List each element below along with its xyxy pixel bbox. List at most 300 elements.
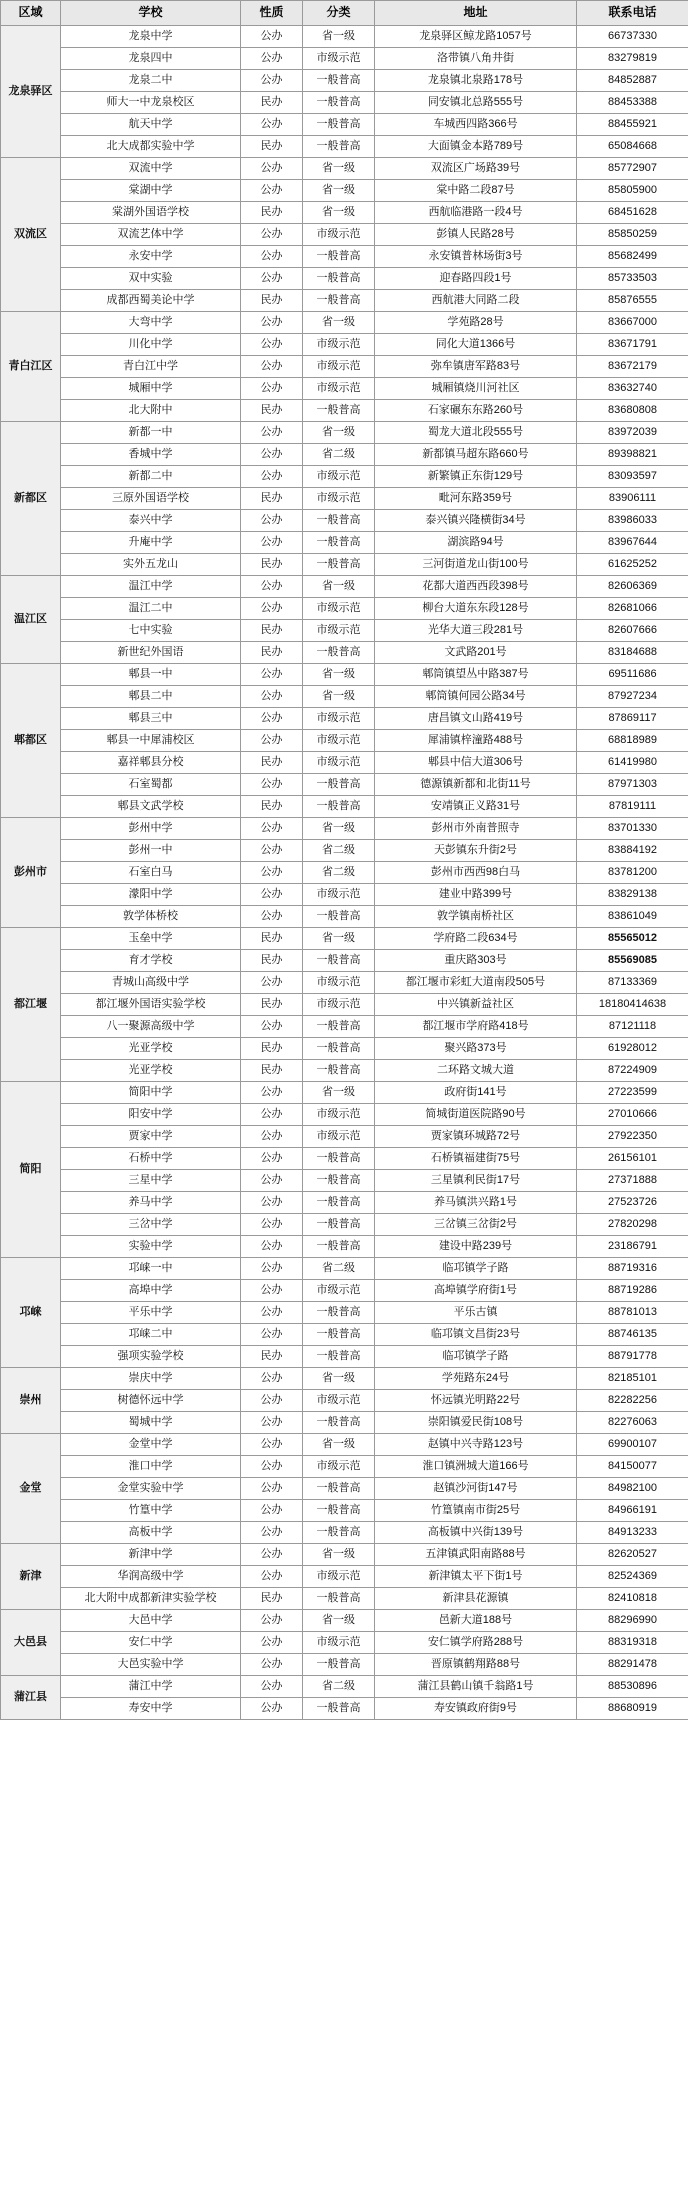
school-phone-cell: 26156101 — [577, 1148, 688, 1170]
table-row — [1, 1676, 688, 1698]
region-cell: 崇州 — [1, 1368, 61, 1434]
school-category-cell: 一般普高 — [303, 92, 375, 114]
school-phone-cell: 88781013 — [577, 1302, 688, 1324]
school-nature-cell: 公办 — [241, 1258, 303, 1280]
school-name-cell: 彭州一中 — [61, 840, 241, 862]
school-category-cell: 一般普高 — [303, 950, 375, 972]
school-name-cell: 北大附中成都新津实验学校 — [61, 1588, 241, 1610]
school-category-cell: 省一级 — [303, 1610, 375, 1632]
table-row — [1, 554, 688, 576]
school-name-cell: 高埠中学 — [61, 1280, 241, 1302]
school-address-cell: 寿安镇政府街9号 — [375, 1698, 577, 1720]
school-address-cell: 怀远镇光明路22号 — [375, 1390, 577, 1412]
table-row — [1, 774, 688, 796]
school-nature-cell: 公办 — [241, 818, 303, 840]
school-nature-cell: 公办 — [241, 1170, 303, 1192]
school-name-cell: 实外五龙山 — [61, 554, 241, 576]
school-category-cell: 省一级 — [303, 928, 375, 950]
table-row — [1, 1566, 688, 1588]
school-address-cell: 同化大道1366号 — [375, 334, 577, 356]
school-address-cell: 中兴镇新益社区 — [375, 994, 577, 1016]
school-phone-cell: 61625252 — [577, 554, 688, 576]
school-nature-cell: 公办 — [241, 158, 303, 180]
school-category-cell: 省一级 — [303, 422, 375, 444]
school-category-cell: 一般普高 — [303, 1412, 375, 1434]
table-row — [1, 950, 688, 972]
table-row — [1, 48, 688, 70]
school-category-cell: 省一级 — [303, 26, 375, 48]
school-phone-cell: 27371888 — [577, 1170, 688, 1192]
region-cell: 双流区 — [1, 158, 61, 312]
school-name-cell: 七中实验 — [61, 620, 241, 642]
school-category-cell: 省二级 — [303, 1258, 375, 1280]
school-name-cell: 城厢中学 — [61, 378, 241, 400]
school-category-cell: 省一级 — [303, 180, 375, 202]
school-phone-cell: 61928012 — [577, 1038, 688, 1060]
school-category-cell: 一般普高 — [303, 1500, 375, 1522]
school-category-cell: 市级示范 — [303, 972, 375, 994]
school-category-cell: 市级示范 — [303, 884, 375, 906]
school-nature-cell: 民办 — [241, 136, 303, 158]
school-phone-cell: 83986033 — [577, 510, 688, 532]
school-phone-cell: 65084668 — [577, 136, 688, 158]
school-name-cell: 都江堰外国语实验学校 — [61, 994, 241, 1016]
school-name-cell: 八一聚源高级中学 — [61, 1016, 241, 1038]
school-nature-cell: 公办 — [241, 356, 303, 378]
school-phone-cell: 68818989 — [577, 730, 688, 752]
school-name-cell: 双流中学 — [61, 158, 241, 180]
school-category-cell: 一般普高 — [303, 642, 375, 664]
school-nature-cell: 公办 — [241, 906, 303, 928]
table-row — [1, 70, 688, 92]
school-category-cell: 市级示范 — [303, 1126, 375, 1148]
school-name-cell: 大弯中学 — [61, 312, 241, 334]
school-nature-cell: 公办 — [241, 1478, 303, 1500]
school-category-cell: 一般普高 — [303, 1214, 375, 1236]
school-address-cell: 竹篁镇南市街25号 — [375, 1500, 577, 1522]
table-row — [1, 840, 688, 862]
school-address-cell: 龙泉镇北泉路178号 — [375, 70, 577, 92]
table-row — [1, 884, 688, 906]
school-category-cell: 一般普高 — [303, 400, 375, 422]
school-address-cell: 三河街道龙山街100号 — [375, 554, 577, 576]
school-phone-cell: 89398821 — [577, 444, 688, 466]
school-nature-cell: 公办 — [241, 268, 303, 290]
school-category-cell: 省一级 — [303, 202, 375, 224]
school-nature-cell: 公办 — [241, 1214, 303, 1236]
school-category-cell: 一般普高 — [303, 1148, 375, 1170]
school-address-cell: 唐昌镇文山路419号 — [375, 708, 577, 730]
school-name-cell: 成都西蜀美论中学 — [61, 290, 241, 312]
school-name-cell: 育才学校 — [61, 950, 241, 972]
school-phone-cell: 88455921 — [577, 114, 688, 136]
school-address-cell: 湖滨路94号 — [375, 532, 577, 554]
table-row — [1, 202, 688, 224]
table-row — [1, 818, 688, 840]
school-phone-cell: 88719316 — [577, 1258, 688, 1280]
table-row — [1, 1016, 688, 1038]
school-phone-cell: 88319318 — [577, 1632, 688, 1654]
school-name-cell: 棠湖中学 — [61, 180, 241, 202]
school-category-cell: 省二级 — [303, 862, 375, 884]
school-name-cell: 香城中学 — [61, 444, 241, 466]
school-phone-cell: 27820298 — [577, 1214, 688, 1236]
school-address-cell: 西航港大同路二段 — [375, 290, 577, 312]
school-phone-cell: 82276063 — [577, 1412, 688, 1434]
table-row — [1, 1698, 688, 1720]
school-phone-cell: 27523726 — [577, 1192, 688, 1214]
region-cell: 简阳 — [1, 1082, 61, 1258]
school-category-cell: 市级示范 — [303, 1280, 375, 1302]
table-row — [1, 906, 688, 928]
school-category-cell: 一般普高 — [303, 268, 375, 290]
school-name-cell: 升庵中学 — [61, 532, 241, 554]
table-row — [1, 1346, 688, 1368]
school-address-cell: 西航临港路一段4号 — [375, 202, 577, 224]
school-phone-cell: 83672179 — [577, 356, 688, 378]
school-phone-cell: 82607666 — [577, 620, 688, 642]
school-category-cell: 一般普高 — [303, 1170, 375, 1192]
school-address-cell: 五津镇武阳南路88号 — [375, 1544, 577, 1566]
table-row — [1, 92, 688, 114]
table-row — [1, 488, 688, 510]
school-nature-cell: 公办 — [241, 26, 303, 48]
table-row — [1, 1478, 688, 1500]
school-address-cell: 养马镇洪兴路1号 — [375, 1192, 577, 1214]
school-phone-cell: 18180414638 — [577, 994, 688, 1016]
school-phone-cell: 83680808 — [577, 400, 688, 422]
school-category-cell: 市级示范 — [303, 224, 375, 246]
school-category-cell: 省二级 — [303, 1676, 375, 1698]
school-category-cell: 省一级 — [303, 576, 375, 598]
school-name-cell: 三原外国语学校 — [61, 488, 241, 510]
school-category-cell: 市级示范 — [303, 1104, 375, 1126]
school-name-cell: 蜀城中学 — [61, 1412, 241, 1434]
school-address-cell: 柳台大道东东段128号 — [375, 598, 577, 620]
school-category-cell: 市级示范 — [303, 730, 375, 752]
school-address-cell: 学苑路东24号 — [375, 1368, 577, 1390]
school-address-cell: 建设中路239号 — [375, 1236, 577, 1258]
school-address-cell: 同安镇北总路555号 — [375, 92, 577, 114]
table-row — [1, 356, 688, 378]
school-phone-cell: 83829138 — [577, 884, 688, 906]
school-name-cell: 三星中学 — [61, 1170, 241, 1192]
school-nature-cell: 民办 — [241, 1038, 303, 1060]
table-row — [1, 730, 688, 752]
school-address-cell: 淮口镇洲城大道166号 — [375, 1456, 577, 1478]
school-name-cell: 石室蜀都 — [61, 774, 241, 796]
school-nature-cell: 公办 — [241, 422, 303, 444]
school-address-cell: 晋原镇鹤翔路88号 — [375, 1654, 577, 1676]
school-category-cell: 市级示范 — [303, 488, 375, 510]
school-category-cell: 一般普高 — [303, 1522, 375, 1544]
school-address-cell: 崇阳镇爱民街108号 — [375, 1412, 577, 1434]
header-school: 学校 — [61, 1, 241, 26]
school-phone-cell: 83701330 — [577, 818, 688, 840]
school-name-cell: 新世纪外国语 — [61, 642, 241, 664]
school-name-cell: 阳安中学 — [61, 1104, 241, 1126]
school-address-cell: 新津县花源镇 — [375, 1588, 577, 1610]
table-row — [1, 796, 688, 818]
school-address-cell: 犀浦镇梓潼路488号 — [375, 730, 577, 752]
school-name-cell: 北大附中 — [61, 400, 241, 422]
school-phone-cell: 66737330 — [577, 26, 688, 48]
school-address-cell: 邑新大道188号 — [375, 1610, 577, 1632]
school-category-cell: 省一级 — [303, 686, 375, 708]
school-category-cell: 一般普高 — [303, 906, 375, 928]
school-name-cell: 新都一中 — [61, 422, 241, 444]
table-row — [1, 114, 688, 136]
school-phone-cell: 88719286 — [577, 1280, 688, 1302]
school-category-cell: 一般普高 — [303, 1324, 375, 1346]
school-name-cell: 温江二中 — [61, 598, 241, 620]
school-phone-cell: 83279819 — [577, 48, 688, 70]
table-row — [1, 1280, 688, 1302]
table-row — [1, 686, 688, 708]
school-name-cell: 新津中学 — [61, 1544, 241, 1566]
school-nature-cell: 公办 — [241, 378, 303, 400]
school-phone-cell: 84913233 — [577, 1522, 688, 1544]
school-name-cell: 石室白马 — [61, 862, 241, 884]
table-row — [1, 246, 688, 268]
school-name-cell: 石桥中学 — [61, 1148, 241, 1170]
school-address-cell: 车城西四路366号 — [375, 114, 577, 136]
school-address-cell: 郫筒镇何园公路34号 — [375, 686, 577, 708]
table-row — [1, 180, 688, 202]
school-nature-cell: 公办 — [241, 774, 303, 796]
school-name-cell: 航天中学 — [61, 114, 241, 136]
school-name-cell: 三岔中学 — [61, 1214, 241, 1236]
school-address-cell: 政府街141号 — [375, 1082, 577, 1104]
school-address-cell: 石家碾东东路260号 — [375, 400, 577, 422]
table-row — [1, 1368, 688, 1390]
school-address-cell: 光华大道三段281号 — [375, 620, 577, 642]
school-address-cell: 花都大道西西段398号 — [375, 576, 577, 598]
school-nature-cell: 民办 — [241, 202, 303, 224]
region-cell: 温江区 — [1, 576, 61, 664]
school-nature-cell: 公办 — [241, 1610, 303, 1632]
school-category-cell: 市级示范 — [303, 1632, 375, 1654]
school-nature-cell: 民办 — [241, 642, 303, 664]
header-category: 分类 — [303, 1, 375, 26]
school-nature-cell: 民办 — [241, 92, 303, 114]
region-cell: 郫都区 — [1, 664, 61, 818]
school-name-cell: 华润高级中学 — [61, 1566, 241, 1588]
school-address-cell: 文武路201号 — [375, 642, 577, 664]
school-nature-cell: 公办 — [241, 312, 303, 334]
table-row — [1, 620, 688, 642]
school-nature-cell: 民办 — [241, 752, 303, 774]
school-category-cell: 一般普高 — [303, 510, 375, 532]
school-nature-cell: 民办 — [241, 620, 303, 642]
school-category-cell: 市级示范 — [303, 752, 375, 774]
school-name-cell: 嘉祥郫县分校 — [61, 752, 241, 774]
school-phone-cell: 87869117 — [577, 708, 688, 730]
school-name-cell: 蒲江中学 — [61, 1676, 241, 1698]
school-address-cell: 平乐古镇 — [375, 1302, 577, 1324]
school-name-cell: 棠湖外国语学校 — [61, 202, 241, 224]
school-category-cell: 市级示范 — [303, 1566, 375, 1588]
school-phone-cell: 85772907 — [577, 158, 688, 180]
table-row — [1, 576, 688, 598]
school-nature-cell: 公办 — [241, 1456, 303, 1478]
school-phone-cell: 87121118 — [577, 1016, 688, 1038]
school-nature-cell: 公办 — [241, 444, 303, 466]
school-category-cell: 市级示范 — [303, 466, 375, 488]
school-name-cell: 树德怀远中学 — [61, 1390, 241, 1412]
table-row — [1, 1302, 688, 1324]
table-row — [1, 1236, 688, 1258]
region-cell: 蒲江县 — [1, 1676, 61, 1720]
school-phone-cell: 87927234 — [577, 686, 688, 708]
school-phone-cell: 83632740 — [577, 378, 688, 400]
school-address-cell: 安靖镇正义路31号 — [375, 796, 577, 818]
school-nature-cell: 公办 — [241, 840, 303, 862]
school-nature-cell: 公办 — [241, 1016, 303, 1038]
school-address-cell: 天彭镇东升街2号 — [375, 840, 577, 862]
school-name-cell: 金堂实验中学 — [61, 1478, 241, 1500]
school-category-cell: 一般普高 — [303, 290, 375, 312]
table-row — [1, 1610, 688, 1632]
school-nature-cell: 公办 — [241, 1544, 303, 1566]
school-address-cell: 新繁镇正东街129号 — [375, 466, 577, 488]
school-name-cell: 双流艺体中学 — [61, 224, 241, 246]
table-row — [1, 1082, 688, 1104]
school-category-cell: 省一级 — [303, 1434, 375, 1456]
school-category-cell: 省一级 — [303, 312, 375, 334]
school-nature-cell: 公办 — [241, 862, 303, 884]
school-phone-cell: 83184688 — [577, 642, 688, 664]
school-phone-cell: 27223599 — [577, 1082, 688, 1104]
school-category-cell: 一般普高 — [303, 136, 375, 158]
region-cell: 金堂 — [1, 1434, 61, 1544]
school-category-cell: 市级示范 — [303, 994, 375, 1016]
school-address-cell: 都江堰市学府路418号 — [375, 1016, 577, 1038]
school-category-cell: 市级示范 — [303, 708, 375, 730]
table-row — [1, 1412, 688, 1434]
school-phone-cell: 83781200 — [577, 862, 688, 884]
school-address-cell: 龙泉驿区鲸龙路1057号 — [375, 26, 577, 48]
school-name-cell: 淮口中学 — [61, 1456, 241, 1478]
school-phone-cell: 85733503 — [577, 268, 688, 290]
school-phone-cell: 83093597 — [577, 466, 688, 488]
school-nature-cell: 公办 — [241, 1676, 303, 1698]
school-category-cell: 省一级 — [303, 1544, 375, 1566]
school-nature-cell: 公办 — [241, 466, 303, 488]
school-name-cell: 强项实验学校 — [61, 1346, 241, 1368]
school-phone-cell: 85682499 — [577, 246, 688, 268]
table-row — [1, 708, 688, 730]
school-category-cell: 市级示范 — [303, 1390, 375, 1412]
school-address-cell: 德源镇新都和北街11号 — [375, 774, 577, 796]
school-phone-cell: 61419980 — [577, 752, 688, 774]
school-name-cell: 邛崃二中 — [61, 1324, 241, 1346]
school-address-cell: 新都镇马超东路660号 — [375, 444, 577, 466]
school-nature-cell: 公办 — [241, 334, 303, 356]
school-address-cell: 泰兴镇兴隆横街34号 — [375, 510, 577, 532]
table-row — [1, 1544, 688, 1566]
school-name-cell: 敦学体桥校 — [61, 906, 241, 928]
school-category-cell: 一般普高 — [303, 1060, 375, 1082]
school-phone-cell: 85805900 — [577, 180, 688, 202]
school-category-cell: 一般普高 — [303, 246, 375, 268]
table-row — [1, 1654, 688, 1676]
region-cell: 都江堰 — [1, 928, 61, 1082]
school-address-cell: 城厢镇烧川河社区 — [375, 378, 577, 400]
table-row — [1, 928, 688, 950]
school-phone-cell: 85569085 — [577, 950, 688, 972]
school-address-cell: 三岔镇三岔街2号 — [375, 1214, 577, 1236]
school-name-cell: 大邑实验中学 — [61, 1654, 241, 1676]
school-address-cell: 安仁镇学府路288号 — [375, 1632, 577, 1654]
table-row — [1, 466, 688, 488]
school-phone-cell: 83861049 — [577, 906, 688, 928]
school-name-cell: 郫县一中犀浦校区 — [61, 730, 241, 752]
table-row — [1, 510, 688, 532]
school-phone-cell: 68451628 — [577, 202, 688, 224]
table-row — [1, 1258, 688, 1280]
school-category-cell: 一般普高 — [303, 796, 375, 818]
school-nature-cell: 公办 — [241, 576, 303, 598]
school-name-cell: 龙泉中学 — [61, 26, 241, 48]
school-address-cell: 迎春路四段1号 — [375, 268, 577, 290]
school-name-cell: 玉垒中学 — [61, 928, 241, 950]
school-category-cell: 一般普高 — [303, 1236, 375, 1258]
school-nature-cell: 公办 — [241, 1148, 303, 1170]
table-row — [1, 1500, 688, 1522]
school-address-cell: 高板镇中兴街139号 — [375, 1522, 577, 1544]
school-nature-cell: 公办 — [241, 1082, 303, 1104]
school-category-cell: 一般普高 — [303, 532, 375, 554]
school-nature-cell: 公办 — [241, 972, 303, 994]
school-category-cell: 省一级 — [303, 1082, 375, 1104]
school-phone-cell: 82410818 — [577, 1588, 688, 1610]
school-phone-cell: 84982100 — [577, 1478, 688, 1500]
school-name-cell: 郫县三中 — [61, 708, 241, 730]
school-nature-cell: 公办 — [241, 1126, 303, 1148]
header-phone: 联系电话 — [577, 1, 688, 26]
school-nature-cell: 公办 — [241, 1412, 303, 1434]
school-nature-cell: 公办 — [241, 114, 303, 136]
school-phone-cell: 85876555 — [577, 290, 688, 312]
table-row — [1, 444, 688, 466]
school-phone-cell: 88291478 — [577, 1654, 688, 1676]
school-phone-cell: 88296990 — [577, 1610, 688, 1632]
school-phone-cell: 69900107 — [577, 1434, 688, 1456]
school-address-cell: 赵镇沙河街147号 — [375, 1478, 577, 1500]
school-address-cell: 郫县中信大道306号 — [375, 752, 577, 774]
school-name-cell: 青城山高级中学 — [61, 972, 241, 994]
school-nature-cell: 公办 — [241, 1390, 303, 1412]
school-nature-cell: 民办 — [241, 950, 303, 972]
school-category-cell: 一般普高 — [303, 1478, 375, 1500]
school-address-cell: 高埠镇学府街1号 — [375, 1280, 577, 1302]
school-category-cell: 市级示范 — [303, 1456, 375, 1478]
school-name-cell: 寿安中学 — [61, 1698, 241, 1720]
school-phone-cell: 84150077 — [577, 1456, 688, 1478]
school-nature-cell: 公办 — [241, 48, 303, 70]
school-address-cell: 新津镇太平下街1号 — [375, 1566, 577, 1588]
table-header-row — [1, 1, 688, 26]
school-nature-cell: 公办 — [241, 70, 303, 92]
table-row — [1, 378, 688, 400]
school-name-cell: 濛阳中学 — [61, 884, 241, 906]
school-category-cell: 省二级 — [303, 444, 375, 466]
school-nature-cell: 民办 — [241, 1346, 303, 1368]
school-name-cell: 光亚学校 — [61, 1060, 241, 1082]
school-name-cell: 郫县二中 — [61, 686, 241, 708]
school-category-cell: 市级示范 — [303, 620, 375, 642]
